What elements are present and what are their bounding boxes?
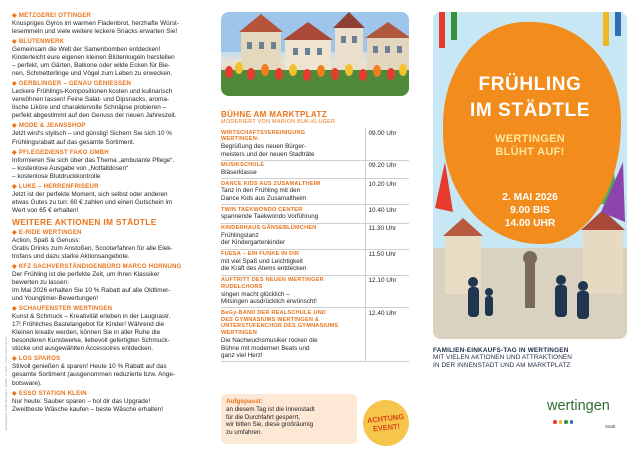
poster-title-line1: FRÜHLING [478, 74, 582, 95]
poster-date: 2. MAI 2026 [502, 192, 558, 203]
logo-suffix: Stadt [605, 424, 616, 429]
shop-entry [12, 149, 206, 181]
more-action-entry-title [12, 263, 206, 271]
shop-entry-title [12, 122, 206, 130]
program-row [221, 275, 409, 308]
wertingen-logo [547, 388, 623, 434]
cover-column [433, 12, 628, 444]
poster-subtitle-line2: BLÜHT AUF! [495, 146, 565, 158]
logo-dot [564, 420, 568, 424]
diamond-bullet-icon: ◆ [12, 306, 17, 313]
event-badge: ACHTUNG EVENT! [361, 398, 412, 449]
program-act-cell [221, 249, 365, 275]
program-row [221, 128, 409, 160]
shop-entry-title-text: METZGEREI OTTINGER [18, 12, 92, 19]
program-act-title: AUFTRITT DES NEUEN WERTINGER RUDELCHORS [221, 277, 324, 290]
imprint-text: Herausgeber: Stadt Wertingen · Grafik: © 2026 · Fotos: Adobe Stock [4, 337, 8, 430]
more-action-entry-text: Action, Spaß & Genuss: Gratis Drinks zum Anstoßen, Scooterfahren für alle Elek- trofans und dazu starke Aktionsangebote. [12, 236, 173, 260]
program-act-cell [221, 128, 365, 160]
logo-dot [559, 420, 563, 424]
program-act-cell [221, 223, 365, 249]
shop-entry-title [12, 80, 206, 88]
poster-time-to: 14.00 UHR [504, 218, 556, 229]
more-action-entry-title-text: KFZ SACHVERSTÄNDIGENBÜRO MARCO HORNUNG [18, 262, 182, 270]
program-row [221, 308, 409, 362]
shop-entry-text: Informieren Sie sich über das Thema „ambulante Pflege“. – kostenlose Ausgabe von „Notfalldosen“ – kostenlose Blutdruckkontrolle [12, 156, 175, 180]
more-action-entry-text: Der Frühling ist die perfekte Zeit, um Ihren Klassiker bewerten zu lassen: Im Mai 2026 erhalten Sie 10 % Rabatt auf alle Oldtimer- und Youngtimer-Bewertungen! [12, 270, 171, 303]
diamond-bullet-icon: ◆ [12, 81, 17, 88]
shop-actions-column [12, 12, 206, 444]
program-act-cell [221, 160, 365, 178]
diamond-bullet-icon: ◆ [12, 149, 17, 156]
tulips-town-illustration [221, 12, 409, 96]
more-action-entry-title-text: LOS SPAROS [18, 355, 61, 363]
program-row [221, 223, 409, 249]
program-act-title: BeGy-BAND DER REALSCHULE UND DES GYMNASIUMS WERTINGEN & UNTERSTUFENCHOR DES GYMNASIUMS WERTINGEN [221, 309, 339, 337]
program-act-title: WIRTSCHAFTSVEREINIGUNG WERTINGEN: [221, 129, 306, 143]
shop-entry-title-text: BLÜTENWERK [18, 38, 65, 46]
program-act-description: mit viel Spaß und Leichtigkeit die Kraft des Atems entdecken [221, 257, 307, 273]
shop-entry [12, 80, 206, 120]
more-action-entry-title-text: ESSO STATION KLEIN [18, 389, 87, 397]
stage-column [221, 12, 411, 444]
tulips-town-photo [221, 12, 409, 96]
diamond-bullet-icon: ◆ [12, 13, 17, 19]
shop-entry-text: Gemeinsam die Welt der Samenbomben entdecken! Kinderleicht eure eigenen kleinen Blütenkugeln herstellen – perfekt, um Gärten, Balkone oder wilde Ecken für Bie- nen, Schmetterlinge und Vögel zum Leben zu erwecken. [12, 46, 175, 78]
diamond-bullet-icon: ◆ [12, 39, 17, 46]
program-act-title: FUESA – EIN FUNKE IN DIR [221, 251, 300, 258]
notice-box [221, 394, 357, 444]
more-action-entry [12, 263, 206, 303]
more-action-entry [12, 229, 206, 261]
program-row [221, 205, 409, 223]
logo-dot [553, 420, 557, 424]
program-time: 12.10 Uhr [365, 275, 409, 308]
stage-subtitle: MODERIERT VON MARION BUK-KLUGER [221, 119, 336, 125]
program-act-description: Bläserklasse [221, 169, 257, 177]
tagline-line: MIT VIELEN AKTIONEN UND ATTRAKTIONEN [433, 354, 573, 361]
shop-entry-title [12, 183, 206, 191]
more-action-entry-title-text: E-RIDE WERTINGEN [18, 228, 82, 236]
stage-title: BÜHNE AM MARKTPLATZ [221, 110, 327, 119]
shop-entry-title-text: MODE & JEANSSHOP [18, 122, 86, 130]
shop-entry-text: Leckere Frühlings-Kompositionen kosten und kulinarisch verwöhnen lassen! Feine Salat- und Dipsnacks, aroma- tische Liköre und charaktervolle Schnäpse probieren – perfekt abgestimmt auf den Genuss der neuen Jahreszeit. [12, 88, 177, 120]
program-act-title: MUSIKSCHULE [221, 162, 265, 169]
diamond-bullet-icon: ◆ [12, 356, 17, 363]
more-action-entry-text: Kunst & Schmuck – Kreativität erleben in der Laugnastr. 17! Fröhliches Bastelangebot für Kinder! Während die Kleinen kreativ werden, können Sie in aller Ruhe die besonderen Kunstwerke, liebevoll gefertigten Schmuck- stücke und ausgewählten Accessoires entdecken. [12, 313, 171, 353]
program-act-description: Die Nachwuchsmusiker rocken die Bühne mit modernen Beats und ganz viel Herz! [221, 336, 318, 360]
shop-entry [12, 38, 206, 78]
more-action-entry-title [12, 229, 206, 237]
program-act-cell [221, 179, 365, 205]
diamond-bullet-icon: ◆ [12, 390, 17, 397]
diamond-bullet-icon: ◆ [12, 123, 17, 130]
shop-entry-title [12, 38, 206, 46]
program-act-description: singen macht glücklich – Mitsingen ausdrücklich erwünscht! [221, 290, 317, 306]
tagline-line: IN DER INNENSTADT UND AM MARKTPLATZ [433, 361, 571, 369]
logo-wordmark: wertingen [547, 398, 610, 414]
shop-entry [12, 183, 206, 215]
tagline [433, 347, 628, 370]
shop-entry-title [12, 12, 206, 20]
program-time: 11.50 Uhr [365, 249, 409, 275]
more-action-entry [12, 390, 206, 414]
more-actions-list [12, 229, 206, 414]
program-row [221, 249, 409, 275]
more-action-entry-title [12, 355, 206, 363]
program-act-description: Begrüßung des neuen Bürger- meisters und der neuen Stadträte [221, 143, 315, 158]
more-action-entry-title [12, 305, 206, 313]
program-time: 09.00 Uhr [365, 128, 409, 160]
more-action-entry-title-text: SCHAUFENSTER WERTINGEN [18, 305, 113, 313]
program-act-cell [221, 308, 365, 362]
shop-entry-text: Knuspriges Gyros im warmen Fladenbrot, herzhafte Würst- lesemmeln und viele weitere leckere Snacks erwarten Sie! [12, 20, 179, 36]
poster-title-line2: IM STÄDTLE [470, 100, 590, 121]
program-act-description: spannende Taekwondo Vorführung [221, 213, 319, 221]
diamond-bullet-icon: ◆ [12, 263, 17, 270]
more-action-entry-title [12, 390, 206, 398]
more-action-entry-text: Stilvoll genießen & sparen! Heute 10 % Rabatt auf das gesamte Sortiment (ausgenommen reduzierte bzw. Ange- botsware). [12, 363, 176, 387]
program-time: 10.20 Uhr [365, 179, 409, 205]
shop-entry-title [12, 149, 206, 157]
shop-entry-text: Jetzt ist der perfekte Moment, sich selbst oder anderen etwas Gutes zu tun: 60 € zahlen und einen Gutschein im Wert von 65 € erhalten! [12, 190, 173, 214]
more-action-entry [12, 305, 206, 353]
stage-program-table [221, 128, 409, 362]
program-act-description: Frühlingstanz der Kindergartenkinder [221, 231, 286, 247]
shop-list [12, 12, 206, 215]
diamond-bullet-icon: ◆ [12, 183, 17, 190]
tagline-title: FAMILIEN-EINKAUFS-TAG IN WERTINGEN [433, 347, 569, 354]
program-act-title: TWIN TAEKWONDO CENTER [221, 206, 303, 213]
program-act-title: KINDERHAUS GÄNSEBLÜMCHEN [221, 225, 317, 232]
more-action-entry [12, 355, 206, 387]
diamond-bullet-icon: ◆ [12, 229, 17, 236]
logo-dots [553, 420, 573, 424]
shop-entry [12, 12, 206, 36]
program-act-cell [221, 205, 365, 223]
program-row [221, 179, 409, 205]
shop-entry-title-text: PFLEGEDIENST FAKO GMBH [18, 148, 109, 156]
program-time: 09.20 Uhr [365, 160, 409, 178]
cover-poster [433, 12, 627, 339]
program-act-cell [221, 275, 365, 308]
program-time: 10.40 Uhr [365, 205, 409, 223]
poster-subtitle-line1: WERTINGEN [495, 133, 565, 145]
more-actions-heading: WEITERE AKTIONEN IM STÄDTLE [12, 216, 157, 227]
shop-entry [12, 122, 206, 146]
program-row [221, 160, 409, 178]
program-act-title: DANCE KIDS AUS ZUSAMALTHEIM [221, 180, 321, 187]
notice-text: an diesem Tag ist die Innenstadt für die Durchfahrt gesperrt, wir bitten Sie, diese großräumig zu umfahren. [226, 406, 315, 436]
logo-dot [570, 420, 574, 424]
shop-entry-title-text: LUKE – HERRENFRISEUR [18, 182, 99, 190]
shop-entry-title-text: GERBLINGER – GENAU GENIESSEN [18, 80, 132, 88]
shop-entry-text: Jetzt wird's stylisch – und günstig! Sichern Sie sich 10 % Frühlingsrabatt auf das gesamte Sortiment. [12, 130, 172, 146]
program-time: 12.40 Uhr [365, 308, 409, 362]
poster-time-from: 9.00 BIS [510, 205, 550, 216]
more-action-entry-text: Nur heute: Sauber sparen – hol dir das Upgrade! Zweitbeste Wäsche kaufen – beste Wäsche erhalten! [12, 397, 163, 413]
program-act-description: Tanz in den Frühling mit den Dance Kids aus Zusamaltheim [221, 187, 307, 203]
notice-heading: Aufgepasst: [226, 398, 263, 405]
program-time: 11.30 Uhr [365, 223, 409, 249]
